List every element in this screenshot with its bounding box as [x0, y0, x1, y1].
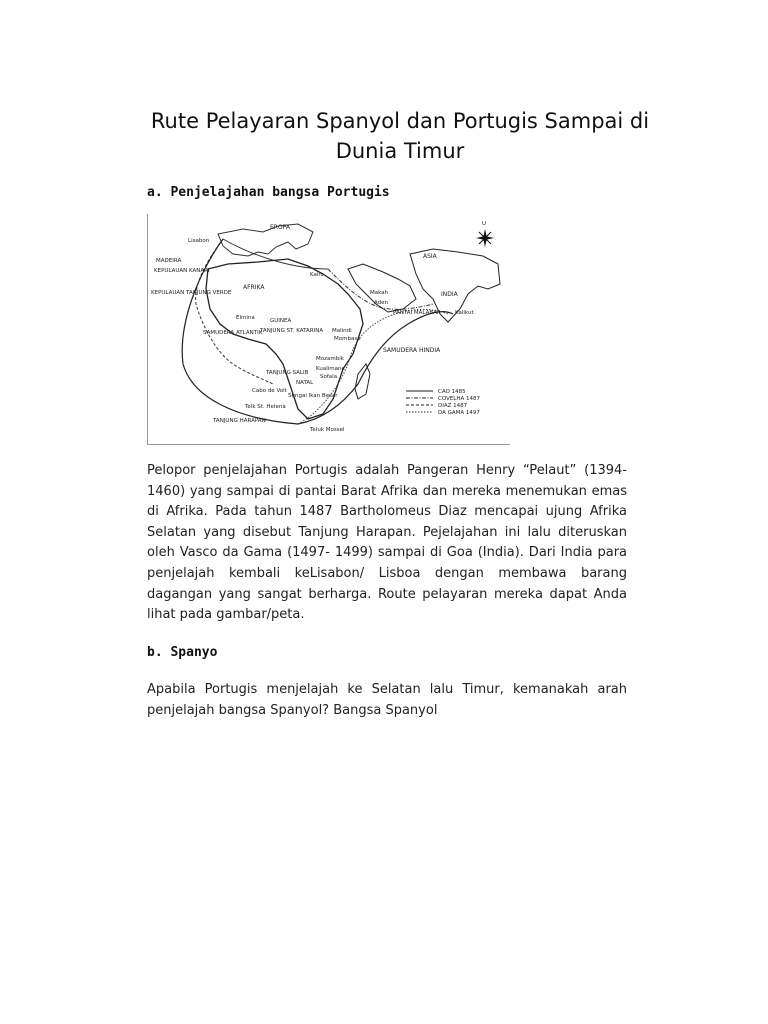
map-label-atlantik: SAMUDERA ATLANTIK — [203, 330, 263, 336]
map-label-afrika: AFRIKA — [243, 284, 265, 291]
section-a-paragraph: Pelopor penjelajahan Portugis adalah Pangeran Henry “Pelaut” (1394-1460) yang sampai di pantai Barat Afrika dan mereka menemukan emas di Afrika. Pada tahun 1487 Bartholomeus Diaz mencapai ujung Afrika Selatan yang disebut Tanjung Harapan. Pejelajahan ini lalu diteruskan oleh Vasco da Gama (1497- 1499) sampai di Goa (India). Dari India para penjelajah kembali keLisabon/ Lisboa dengan membawa barang dagangan yang sangat berharga. Route pelayaran mereka dapat Anda lihat pada gambar/peta. — [147, 463, 627, 623]
map-label-compass: U — [482, 221, 487, 227]
map-label-lisabon: Lisabon — [188, 238, 210, 244]
map-label-kualimane: Kualimane — [316, 366, 345, 372]
compass-icon — [476, 229, 494, 247]
map-label-eropa: EROPA — [270, 224, 291, 231]
map-label-natal: NATAL — [296, 380, 314, 386]
legend-entry-cao: CAO 1485 — [438, 389, 466, 395]
map-label-mozambik: Mozambik — [316, 356, 344, 362]
map-legend — [406, 389, 481, 416]
map-label-harapan: TANJUNG HARAPAN — [213, 418, 266, 424]
map-label-kalikut: Kalikut — [455, 310, 474, 316]
map-label-malindi: Malindi — [332, 328, 352, 334]
legend-entry-dagama: DA GAMA 1497 — [438, 410, 480, 416]
route-map — [147, 214, 510, 445]
section-b-heading: b. Spanyo — [147, 645, 218, 660]
section-a-heading: a. Penjelajahan bangsa Portugis — [147, 185, 390, 200]
map-label-elmina: Elmina — [236, 315, 255, 321]
page-title: Rute Pelayaran Spanyol dan Portugis Sampai di Dunia Timur — [150, 109, 650, 163]
map-label-sungai: Sungai Ikan Besar — [288, 393, 338, 399]
map-label-asia: ASIA — [423, 253, 437, 260]
map-label-cabo: Cabo de Volt — [252, 388, 287, 394]
map-label-hindia: SAMUDERA HINDIA — [383, 347, 441, 354]
map-label-kanari: KEPULAUAN KANARI — [154, 268, 210, 274]
map-label-guinea: GUINEA — [270, 318, 292, 324]
map-label-aden: Aden — [374, 300, 389, 306]
map-label-madeira: MADEIRA — [156, 258, 182, 264]
map-label-kairo: Kairo — [310, 272, 324, 278]
legend-entry-covelha: COVELHA 1487 — [438, 396, 481, 402]
legend-entry-diaz: DIAZ 1487 — [438, 403, 468, 409]
section-b-paragraph: Apabila Portugis menjelajah ke Selatan lalu Timur, kemanakah arah penjelajah bangsa Spanyol? Bangsa Spanyol — [147, 682, 627, 718]
map-label-mombasa: Mombasa — [334, 336, 361, 342]
map-label-verde: KEPULAUAN TANJUNG VERDE — [151, 290, 232, 296]
map-label-india: INDIA — [441, 291, 458, 298]
route-map-image — [148, 214, 510, 444]
map-label-malabar: PANTAI MALABAR — [393, 310, 441, 316]
map-label-teluk-mossel: Teluk Mossel — [310, 427, 345, 433]
map-label-makah: Makah — [370, 290, 389, 296]
map-label-sofala: Sofala — [320, 374, 338, 380]
map-label-teluk-helena: Telk St. Helena — [245, 404, 286, 410]
map-label-katarina: TANJUNG ST. KATARINA — [260, 328, 324, 334]
map-label-salib: TANJUNG SALIB — [266, 370, 309, 376]
